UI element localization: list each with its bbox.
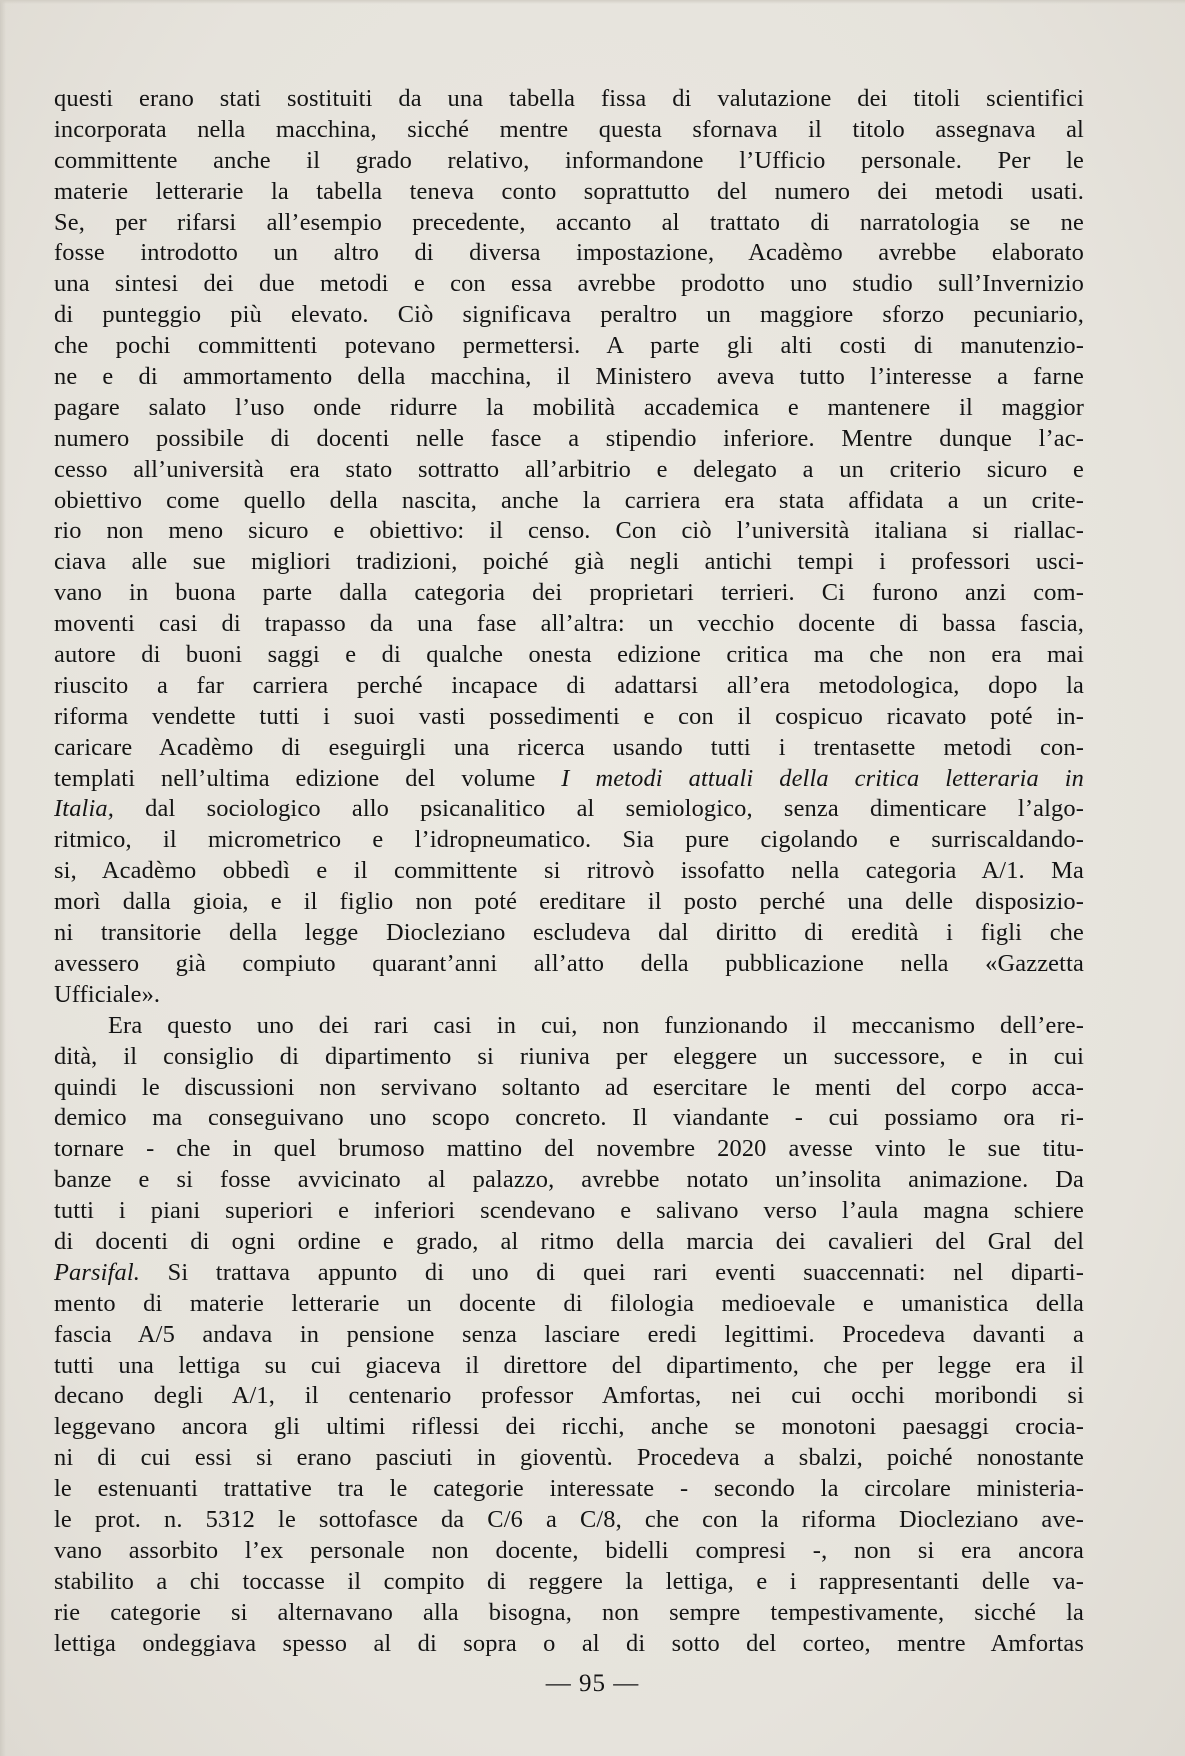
line-text: obiettivo come quello della nascita, anche la carriera era stata affidata a un crite- [54,486,1084,514]
text-line [54,146,1084,177]
line-text: rie categorie si alternavano alla bisogna, non sempre tempestivamente, sicché la [54,1598,1084,1626]
line-text: questi erano stati sostituiti da una tabella fissa di valutazione dei titoli scientifici [54,85,1084,112]
text-line [54,300,1084,331]
line-text: ne e di ammortamento della macchina, il Ministero aveva tutto l’interesse a farne [54,363,1084,391]
text-line [54,1073,1084,1104]
text-line [54,578,1084,609]
text-line [54,1351,1084,1382]
line-text: riuscito a far carriera perché incapace di adattarsi all’era metodologica, dopo la [54,671,1084,699]
line-text: dità, il consiglio di dipartimento si riuniva per eleggere un successore, e in cui [54,1042,1084,1070]
text-line [54,269,1084,300]
scan-edge-top [0,0,1185,4]
line-text: le estenuanti trattative tra le categorie interessate - secondo la circolare ministeria- [54,1475,1084,1503]
text-line [54,424,1084,455]
text-line [54,640,1084,671]
text-line [54,609,1084,640]
text-line [54,486,1084,517]
text-line [54,1505,1084,1536]
line-text: Se, per rifarsi all’esempio precedente, accanto al trattato di narratologia se ne [54,208,1084,236]
line-text: mento di materie letterarie un docente di filologia medioevale e umanistica della [54,1289,1084,1317]
line-text: morì dalla gioia, e il figlio non poté ereditare il posto perché una delle disposizio- [54,888,1084,916]
line-text: Era questo uno dei rari casi in cui, non funzionando il meccanismo dell’ere- [108,1011,1084,1039]
text-line [54,1196,1084,1227]
text-line [54,547,1084,578]
line-text: vano in buona parte dalla categoria dei proprietari terrieri. Ci furono anzi com- [54,579,1084,607]
line-text: di docenti di ogni ordine e grado, al ritmo della marcia dei cavalieri del Gral del [54,1227,1084,1255]
line-text: materie letterarie la tabella teneva conto soprattutto del numero dei metodi usati. [54,177,1084,205]
text-line [54,856,1084,887]
text-line [54,1165,1084,1196]
text-line [54,671,1084,702]
line-text: numero possibile di docenti nelle fasce a stipendio inferiore. Mentre dunque l’ac- [54,424,1084,452]
line-text: leggevano ancora gli ultimi riflessi dei ricchi, anche se monotoni paesaggi crocia- [54,1413,1084,1441]
text-line [54,208,1084,239]
line-text: incorporata nella macchina, sicché mentre questa sfornava il titolo assegnava al [54,115,1084,143]
line-text: autore di buoni saggi e di qualche onesta edizione critica ma che non era mai [54,641,1084,669]
text-line [54,1629,1084,1660]
line-text: di punteggio più elevato. Ciò significava peraltro un maggiore sforzo pecuniario, [54,301,1084,329]
body-text [54,84,1084,1659]
line-text: ciava alle sue migliori tradizioni, poiché già negli antichi tempi i professori usci- [54,548,1084,576]
text-line [54,84,1084,115]
text-line [54,1103,1084,1134]
text-line [54,1320,1084,1351]
italic-title: I metodi attuali della critica letteraria in [561,764,1084,792]
text-line [54,1042,1084,1073]
line-text: lettiga ondeggiava spesso al di sopra o al di sotto del corteo, mentre Amfortas [54,1629,1084,1657]
line-text: Ufficiale». [54,980,161,1008]
line-text: committente anche il grado relativo, informandone l’Ufficio personale. Per le [54,146,1084,174]
line-text: dal sociologico allo psicanalitico al semiologico, senza dimenticare l’algo- [114,795,1084,823]
line-text: demico ma conseguivano uno scopo concreto. Il viandante - cui possiamo ora ri- [54,1104,1084,1132]
text-line [54,455,1084,486]
text-line [54,331,1084,362]
line-text: fascia A/5 andava in pensione senza lasciare eredi legittimi. Procedeva davanti a [54,1320,1084,1348]
scan-edge-left [0,0,6,1756]
text-line [54,1289,1084,1320]
text-line [54,1474,1084,1505]
line-text: tutti i piani superiori e inferiori scendevano e salivano verso l’aula magna schiere [54,1197,1084,1225]
text-line [54,794,1084,825]
line-text: quindi le discussioni non servivano soltanto ad esercitare le menti del corpo acca- [54,1073,1084,1101]
text-line [54,949,1084,980]
line-text: ni di cui essi si erano pasciuti in gioventù. Procedeva a sbalzi, poiché nonostante [54,1444,1084,1472]
line-text: una sintesi dei due metodi e con essa avrebbe prodotto uno studio sull’Invernizio [54,270,1084,298]
text-line [54,918,1084,949]
line-text: fosse introdotto un altro di diversa impostazione, Acadèmo avrebbe elaborato [54,239,1084,267]
line-text: banze e si fosse avvicinato al palazzo, avrebbe notato un’insolita animazione. Da [54,1166,1084,1194]
line-text: decano degli A/1, il centenario professor Amfortas, nei cui occhi moribondi si [54,1382,1084,1410]
text-line [54,1134,1084,1165]
line-text: Si trattava appunto di uno di quei rari eventi suaccennati: nel diparti- [140,1258,1084,1286]
line-text: le prot. n. 5312 le sottofasce da C/6 a C/8, che con la riforma Diocleziano ave- [54,1505,1084,1533]
line-text: pagare salato l’uso onde ridurre la mobilità accademica e mantenere il maggior [54,393,1084,421]
text-line [54,238,1084,269]
line-text: ritmico, il micrometrico e l’idropneumatico. Sia pure cigolando e surriscaldando- [54,826,1084,854]
text-line [54,393,1084,424]
text-line [54,516,1084,547]
text-line [54,887,1084,918]
text-line [54,980,1084,1011]
italic-title: Parsifal. [54,1258,141,1286]
line-text: riforma vendette tutti i suoi vasti possedimenti e con il cospicuo ricavato poté in- [54,702,1084,730]
line-text: avessero già compiuto quarant’anni all’atto della pubblicazione nella «Gazzetta [54,949,1084,977]
italic-title: Italia, [54,795,114,823]
page-number: — 95 — [545,1670,640,1697]
text-line [54,177,1084,208]
text-line [54,1227,1084,1258]
line-text: tornare - che in quel brumoso mattino del novembre 2020 avesse vinto le sue titu- [54,1135,1084,1163]
text-line [54,1011,1084,1042]
text-line [54,115,1084,146]
line-text: tutti una lettiga su cui giaceva il direttore del dipartimento, che per legge era il [54,1351,1084,1379]
text-line [54,1598,1084,1629]
text-line [54,825,1084,856]
text-line [54,1443,1084,1474]
text-line [54,1258,1084,1289]
line-text: cesso all’università era stato sottratto all’arbitrio e delegato a un criterio sicuro e [54,455,1084,483]
text-line [54,702,1084,733]
line-text: moventi casi di trapasso da una fase all’altra: un vecchio docente di bassa fascia, [54,610,1084,638]
line-text: ni transitorie della legge Diocleziano escludeva dal diritto di eredità i figli che [54,919,1084,947]
line-text: caricare Acadèmo di eseguirgli una ricerca usando tutti i trentasette metodi con- [54,733,1084,761]
line-text: rio non meno sicuro e obiettivo: il censo. Con ciò l’università italiana si riallac- [54,517,1084,545]
line-text: vano assorbito l’ex personale non docente, bidelli compresi -, non si era ancora [54,1536,1084,1564]
line-text: si, Acadèmo obbedì e il committente si ritrovò issofatto nella categoria A/1. Ma [54,857,1084,885]
text-line [54,733,1084,764]
text-line [54,1381,1084,1412]
text-line [54,1536,1084,1567]
line-text: stabilito a chi toccasse il compito di reggere la lettiga, e i rappresentanti delle va- [54,1567,1084,1595]
line-text: templati nell’ultima edizione del volume [54,764,562,792]
text-line [54,764,1084,795]
text-line [54,1567,1084,1598]
text-line [54,1412,1084,1443]
text-line [54,362,1084,393]
line-text: che pochi committenti potevano permettersi. A parte gli alti costi di manutenzio- [54,332,1084,360]
